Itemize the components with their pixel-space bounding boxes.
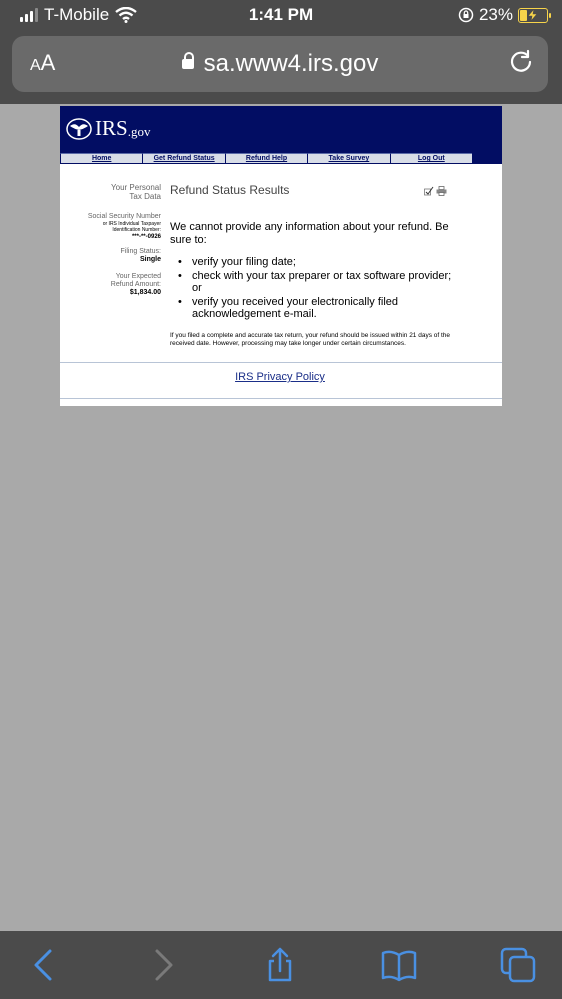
share-icon[interactable] [262, 947, 298, 983]
nav-take-survey[interactable]: Take Survey [307, 153, 389, 163]
printer-icon[interactable] [436, 186, 447, 196]
refund-amount-label-2: Refund Amount: [110, 281, 161, 288]
page-tools [424, 186, 448, 196]
list-item: • check with your tax preparer or tax software provider; or [178, 270, 458, 295]
tax-data-heading: Your Personal Tax Data [111, 183, 161, 201]
list-item: • verify your filing date; [178, 256, 458, 269]
battery-charging-icon [518, 8, 548, 23]
logo-text: IRS [95, 116, 128, 140]
status-message: We cannot provide any information about your refund. Be sure to: [170, 221, 449, 246]
irs-logo[interactable] [66, 116, 150, 141]
text-size-button[interactable]: AA [30, 50, 56, 75]
carrier-name: T-Mobile [44, 5, 110, 24]
clock: 1:41 PM [248, 5, 314, 24]
browser-toolbar [0, 32, 562, 104]
privacy-policy-link[interactable]: IRS Privacy Policy [235, 371, 325, 383]
address-bar[interactable] [12, 36, 548, 92]
nav-get-refund-status[interactable]: Get Refund Status [142, 153, 224, 163]
forward-icon[interactable] [145, 947, 181, 983]
back-icon[interactable] [26, 947, 62, 983]
filing-status-value: Single [139, 256, 161, 263]
web-page [60, 106, 502, 406]
orientation-lock-icon [458, 7, 474, 23]
divider [60, 362, 502, 363]
filing-status-label: Filing Status: [120, 248, 161, 255]
divider [60, 398, 502, 399]
bookmarks-icon[interactable] [381, 947, 417, 983]
processing-note: If you filed a complete and accurate tax return, your refund should be issued within 21 days of the received date. However, processing may take longer under certain circumstances. [170, 332, 451, 347]
instruction-list [178, 256, 458, 322]
ssn-value: ***-**-0926 [131, 234, 161, 240]
battery-percent: 23% [478, 5, 513, 24]
nav-refund-help[interactable]: Refund Help [225, 153, 307, 163]
eagle-icon [66, 118, 92, 140]
itin-label-1: or IRS Individual Taxpayer [102, 221, 161, 227]
url-field[interactable] [12, 50, 548, 78]
ssn-label: Social Security Number [87, 213, 161, 220]
checkmark-icon[interactable] [424, 186, 434, 196]
nav-bar [60, 153, 472, 163]
nav-home[interactable]: Home [60, 153, 142, 163]
status-right [458, 5, 548, 25]
logo-suffix: .gov [127, 123, 151, 139]
tabs-icon[interactable] [500, 947, 536, 983]
personal-tax-data [60, 183, 161, 297]
url-text: sa.www4.irs.gov [203, 50, 379, 77]
refund-amount-label-1: Your Expected [115, 273, 161, 280]
irs-header [60, 106, 502, 164]
browser-bottom-bar [0, 931, 562, 999]
page-title: Refund Status Results [170, 183, 290, 197]
status-bar [0, 0, 562, 32]
itin-label-2: Identification Number: [112, 227, 161, 233]
lock-icon [182, 59, 194, 69]
nav-log-out[interactable]: Log Out [390, 153, 472, 163]
reload-icon[interactable] [508, 49, 534, 75]
list-item: • verify you received your electronically filed acknowledgement e-mail. [178, 296, 458, 321]
refund-amount-value: $1,834.00 [129, 289, 161, 296]
